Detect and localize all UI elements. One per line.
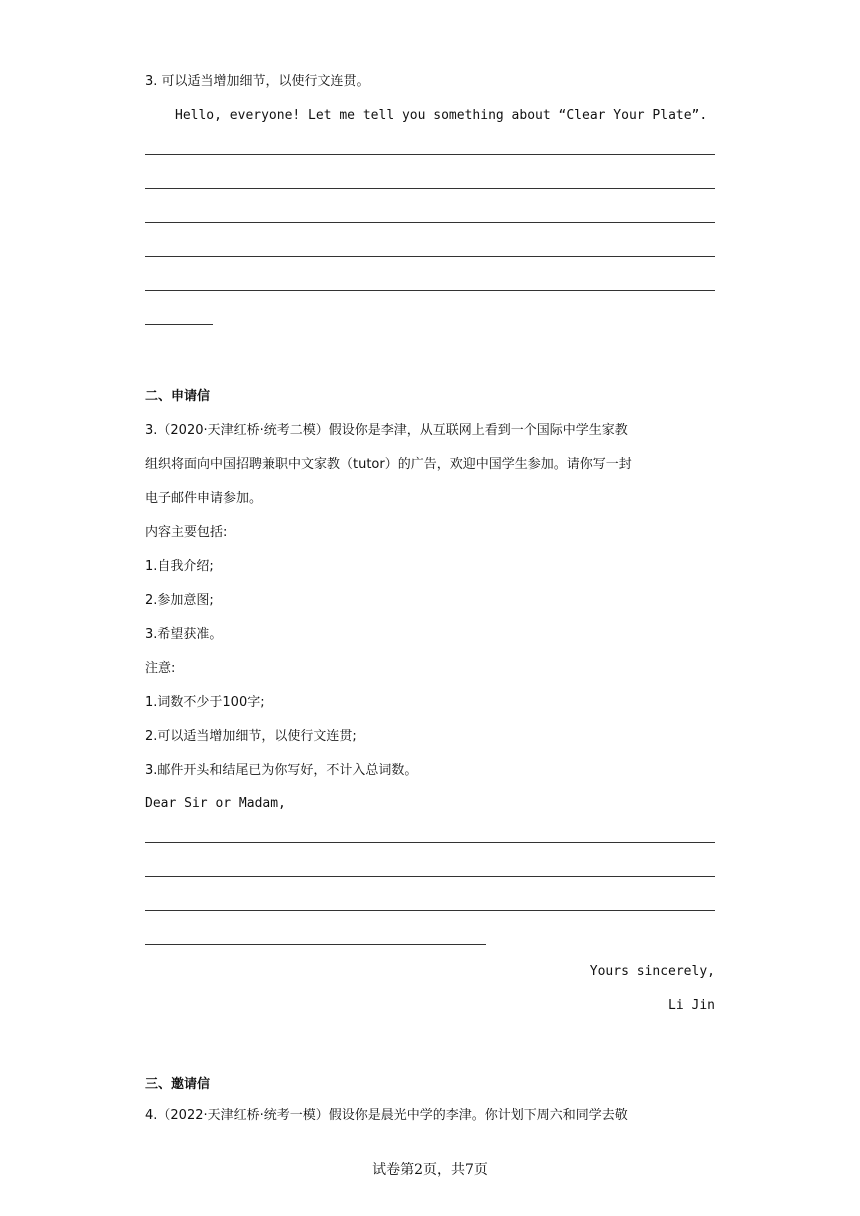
note-item: 2.可以适当增加细节，以使行文连贯; [145,729,357,744]
question-text-line: 4.（2022·天津红桥·统考一模）假设你是晨光中学的李津。你计划下周六和同学去敬 [145,1108,628,1123]
page-footer: 试卷第2页，共7页 [372,1162,488,1178]
answer-line[interactable] [145,188,715,189]
answer-line[interactable] [145,256,715,257]
letter-signature: Li Jin [668,998,715,1013]
answer-line-short[interactable] [145,944,486,945]
content-item: 2.参加意图; [145,593,214,608]
answer-line-short[interactable] [145,324,213,325]
letter-closing: Yours sincerely, [589,964,715,979]
section-heading-invitation-letter: 三、邀请信 [145,1077,211,1092]
essay-opening: Hello, everyone! Let me tell you something about “Clear Your Plate”. [175,108,708,123]
notes-label: 注意: [145,661,176,676]
answer-line[interactable] [145,290,715,291]
requirement-3: 3. 可以适当增加细节，以使行文连贯。 [145,74,370,89]
answer-line[interactable] [145,910,715,911]
question-text-line: 3.（2020·天津红桥·统考二模）假设你是李津，从互联网上看到一个国际中学生家教 [145,423,628,438]
answer-line[interactable] [145,876,715,877]
letter-salutation: Dear Sir or Madam, [145,796,286,811]
section-heading-application-letter: 二、申请信 [145,389,211,404]
question-text-line: 电子邮件申请参加。 [145,491,263,506]
answer-line[interactable] [145,222,715,223]
content-item: 1.自我介绍; [145,559,214,574]
note-item: 3.邮件开头和结尾已为你写好，不计入总词数。 [145,763,418,778]
question-text-line: 组织将面向中国招聘兼职中文家教（tutor）的广告，欢迎中国学生参加。请你写一封 [145,457,632,472]
answer-line[interactable] [145,842,715,843]
content-item: 3.希望获准。 [145,627,223,642]
note-item: 1.词数不少于100字; [145,695,265,710]
answer-line[interactable] [145,154,715,155]
content-label: 内容主要包括: [145,525,228,540]
